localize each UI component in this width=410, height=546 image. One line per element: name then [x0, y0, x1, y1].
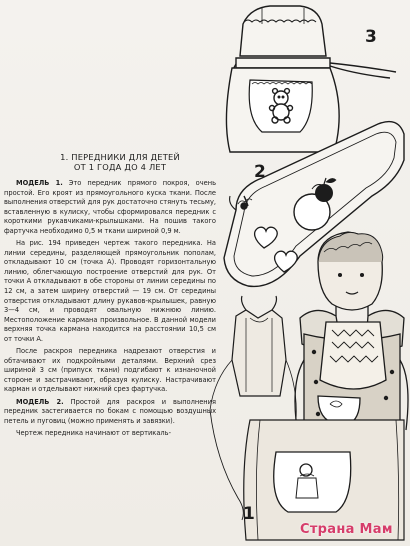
model-2-label: МОДЕЛЬ 2. — [16, 396, 64, 406]
model-1-label: МОДЕЛЬ 1. — [16, 178, 63, 187]
figure-number-1-label: 1 — [243, 504, 255, 524]
model-2-text: Простой для раскроя и выполнения передник застегивается по бокам с помощью воздушных петель и пуговиц (можно применять и завязки). — [4, 396, 216, 425]
paragraph-sewing: После раскроя передника надрезают отверстия и обтачивают их подкройными деталями. Верхний срез шириной 3 см (припуск ткани) подгибают к изнаночной стороне и застрачивают, образуя кулиску. Настрачивают карман и отделывают нижний срез фартучка. — [4, 346, 216, 394]
paragraph-drawing-2: Чертеж передника начинают от вертикаль- — [16, 427, 171, 437]
heading-line-2: ОТ 1 ГОДА ДО 4 ЛЕТ — [73, 162, 167, 172]
paragraph-model-2 — [4, 397, 216, 426]
figure-number-3: 3 — [365, 27, 377, 47]
article-heading — [40, 152, 200, 172]
paragraph-model-1 — [4, 178, 216, 236]
model-1-text: Это передник прямого покроя, очень простой. Его кроят из прямоугольного куска ткани. После выполнения отверстий для рук достаточно стянуть тесьму, вставленную в кулиску, чтобы сформировался передник с короткими рукавчиками-крылышками. На пошив такого фартучка необходимо 0,5 м ткани шириной 0,9 м. — [4, 178, 216, 235]
paragraph-drawing: На рис. 194 приведен чертеж такого передника. На линии середины, разделяющей прямоугольник пополам, откладывают 10 см (точка А). Проводят горизонтальную линию, облегчающую построение отверстий для рук. От точки А откладывают в обе стороны от линии середины по 12 см, а затем ширину отверстий — 19 см. От середины отверстия откладывают длину рукавов-крылышек, равную 3—4 см, и проводят овальную нижнюю линию. Местоположение кармана произвольное. В данной модели верхняя точка кармана находится на расстоянии 10,5 см от точки А. — [4, 238, 216, 343]
article-body — [4, 178, 216, 440]
heading-line-1: 1. ПЕРЕДНИКИ ДЛЯ ДЕТЕЙ — [60, 152, 180, 162]
figure-number-2: 2 — [254, 162, 266, 182]
site-watermark — [300, 522, 393, 537]
apron-pattern-sketch — [210, 296, 296, 420]
watermark-text: Страна Мам — [300, 522, 393, 537]
